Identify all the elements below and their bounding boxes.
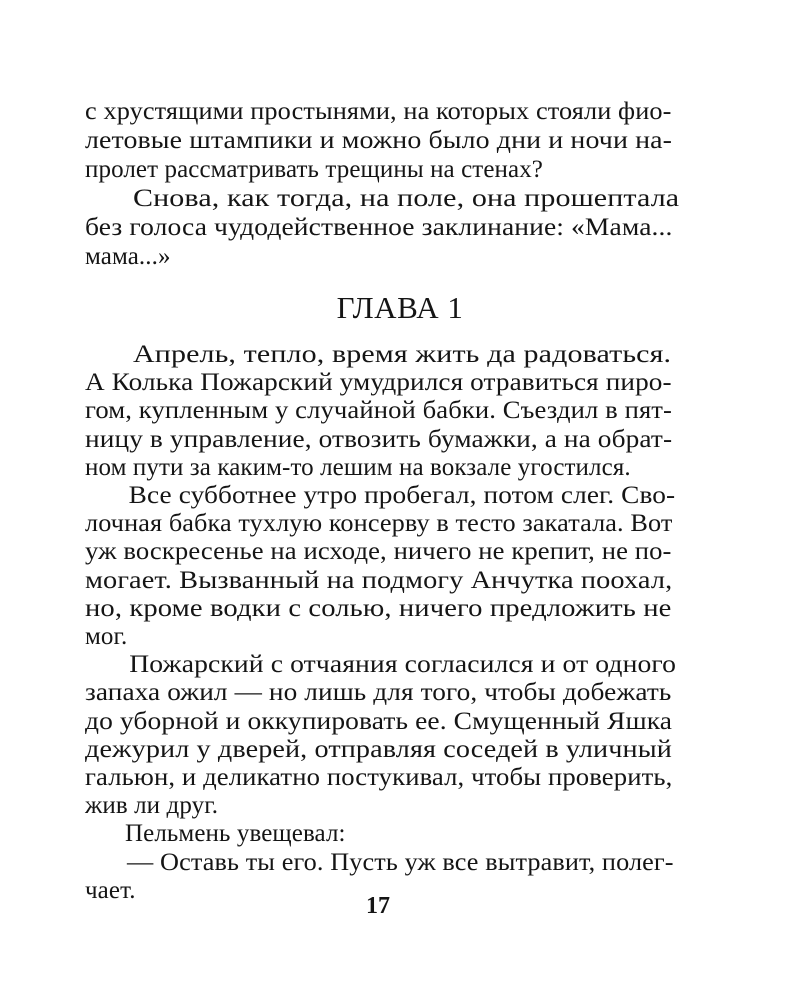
chapter-title: ГЛАВА 1	[336, 290, 464, 325]
text-line: могает. Вызванный на подмогу Анчутка поохал,	[85, 567, 673, 594]
text-line: Пельмень увещевал:	[125, 820, 346, 847]
text-line: чает.	[85, 877, 136, 904]
text-line: жив ли друг.	[85, 792, 219, 819]
text-line: летовые штампики и можно было дни и ночи на-	[85, 127, 673, 154]
text-line: лочная бабка тухлую консерву в тесто закатала. Вот	[85, 510, 673, 537]
text-line: но, кроме водки с солью, ничего предложить не	[85, 595, 672, 622]
page-number: 17	[366, 893, 390, 919]
text-line: запаха ожил — но лишь для того, чтобы добежать	[85, 679, 672, 706]
text-line: дежурил у дверей, отправляя соседей в уличный	[85, 736, 672, 763]
text-line: ницу в управление, отвозить бумажки, а на обрат-	[85, 426, 673, 453]
text-line: без голоса чудодейственное заклинание: «Мама...	[85, 214, 673, 241]
text-line: мог.	[85, 623, 128, 650]
text-line: ном пути за каким-то лешим на вокзале угостился.	[85, 454, 631, 481]
text-line: гальюн, и деликатно постукивал, чтобы проверить,	[85, 764, 673, 791]
text-line: Апрель, тепло, время жить да радоваться.	[133, 341, 672, 368]
text-line: уж воскресенье на исходе, ничего не крепит, не по-	[85, 538, 672, 565]
text-line: Пожарский с отчаяния согласился и от одного	[129, 651, 677, 678]
text-line: пролет рассматривать трещины на стенах?	[85, 156, 543, 183]
text-line: А Колька Пожарский умудрился отравиться пиро-	[85, 369, 672, 396]
text-line: — Оставь ты его. Пусть уж все вытравит, полег-	[126, 849, 674, 876]
text-line: до уборной и оккупировать ее. Смущенный Яшка	[85, 708, 673, 735]
text-line: мама...»	[85, 243, 171, 270]
text-line: гом, купленным у случайной бабки. Съездил в пят-	[85, 397, 673, 424]
text-line: Снова, как тогда, на поле, она прошептала	[133, 185, 680, 212]
text-line: с хрустящими простынями, на которых стояли фио-	[85, 98, 672, 125]
text-line: Все субботнее утро пробегал, потом слег. Сво-	[128, 482, 676, 509]
